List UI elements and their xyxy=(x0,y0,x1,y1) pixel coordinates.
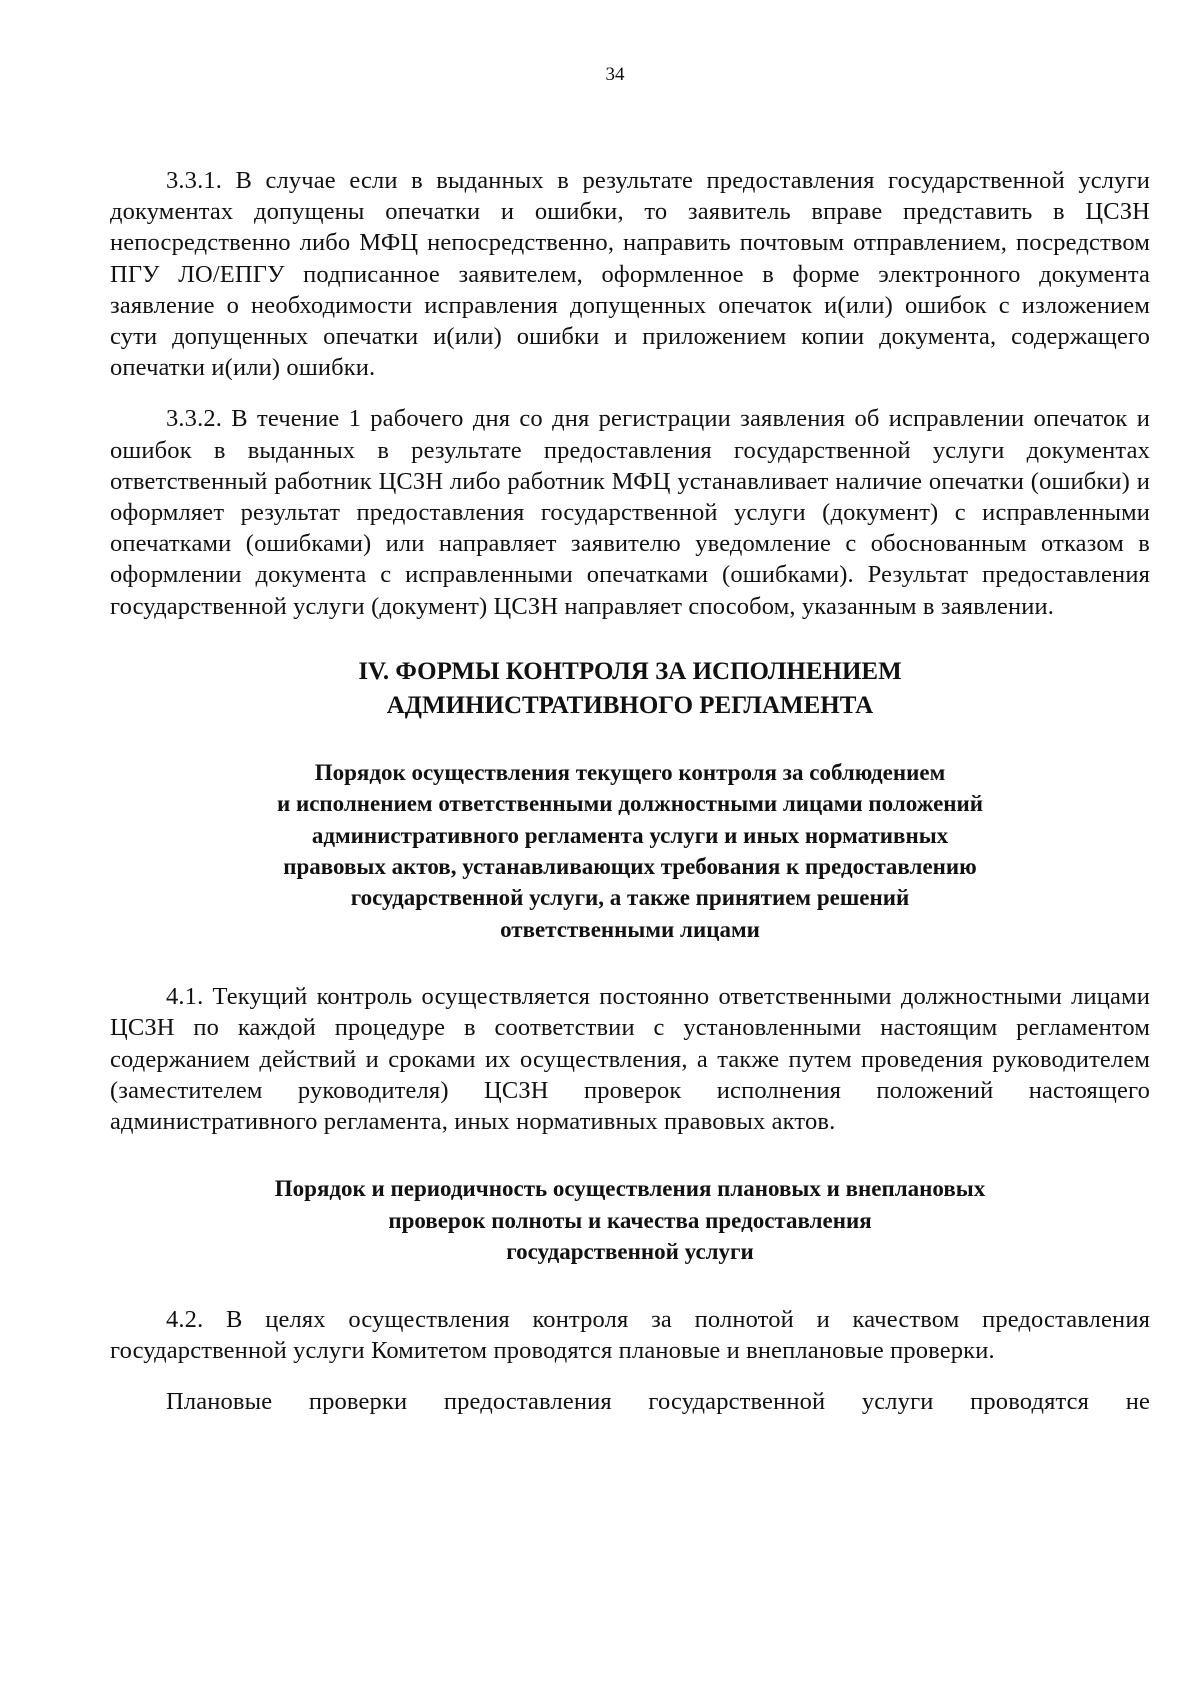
paragraph-3-3-1: 3.3.1. В случае если в выданных в результате предоставления государственной услуги документах допущены опечатки и ошибки, то заявитель вправе представить в ЦСЗН непосредственно либо МФЦ непосредственно, направить почтовым отправлением, посредством ПГУ ЛО/ЕПГУ подписанное заявителем, оформленное в форме электронного документа заявление о необходимости исправления допущенных опечаток и(или) ошибок с изложением сути допущенных опечатки и(или) ошибки и приложением копии документа, содержащего опечатки и(или) ошибки. xyxy=(110,167,1150,382)
subheading-line: государственной услуги, а также принятием решений xyxy=(350,885,910,911)
paragraph-4-1: 4.1. Текущий контроль осуществляется постоянно ответственными должностными лицами ЦСЗН по каждой процедуре в соответствии с установленными настоящим регламентом содержанием действий и сроками их осуществления, а также путем проведения руководителем (заместителем руководителя) ЦСЗН проверок исполнения положений настоящего административного регламента, иных нормативных правовых актов. xyxy=(110,983,1150,1136)
subheading-line: административного регламента услуги и иных нормативных xyxy=(311,822,949,848)
subheading-line: Порядок осуществления текущего контроля за соблюдением xyxy=(314,759,946,785)
subheading-line: ответственными лицами xyxy=(500,916,760,942)
subheading-line: правовых актов, устанавливающих требования к предоставлению xyxy=(283,854,977,880)
subheading-line: проверок полноты и качества предоставления xyxy=(388,1207,872,1233)
section-iv-heading-line: АДМИНИСТРАТИВНОГО РЕГЛАМЕНТА xyxy=(386,691,874,719)
section-iv-heading-line: IV. ФОРМЫ КОНТРОЛЯ ЗА ИСПОЛНЕНИЕМ xyxy=(358,657,902,685)
subheading-line: и исполнением ответственными должностными лицами положений xyxy=(276,791,984,817)
inspections-subheading xyxy=(110,1173,1150,1267)
subheading-line: государственной услуги xyxy=(506,1239,754,1265)
page-number: 34 xyxy=(605,64,625,85)
subheading-line: Порядок и периодичность осуществления плановых и внеплановых xyxy=(274,1176,986,1202)
document-body xyxy=(110,165,1150,1417)
paragraph-4-2: 4.2. В целях осуществления контроля за полнотой и качеством предоставления государственной услуги Комитетом проводятся плановые и внеплановые проверки. xyxy=(110,1305,1150,1364)
section-iv-heading xyxy=(110,655,1150,723)
paragraph-planned-inspections: Плановые проверки предоставления государственной услуги проводятся не xyxy=(166,1387,1150,1415)
current-control-subheading xyxy=(110,757,1150,945)
paragraph-3-3-2: 3.3.2. В течение 1 рабочего дня со дня регистрации заявления об исправлении опечаток и ошибок в выданных в результате предоставления государственной услуги документах ответственный работник ЦСЗН либо работник МФЦ устанавливает наличие опечатки (ошибки) и оформляет результат предоставления государственной услуги (документ) с исправленными опечатками (ошибками) или направляет заявителю уведомление с обоснованным отказом в оформлении документа с исправленными опечатками (ошибками). Результат предоставления государственной услуги (документ) ЦСЗН направляет способом, указанным в заявлении. xyxy=(110,405,1150,620)
